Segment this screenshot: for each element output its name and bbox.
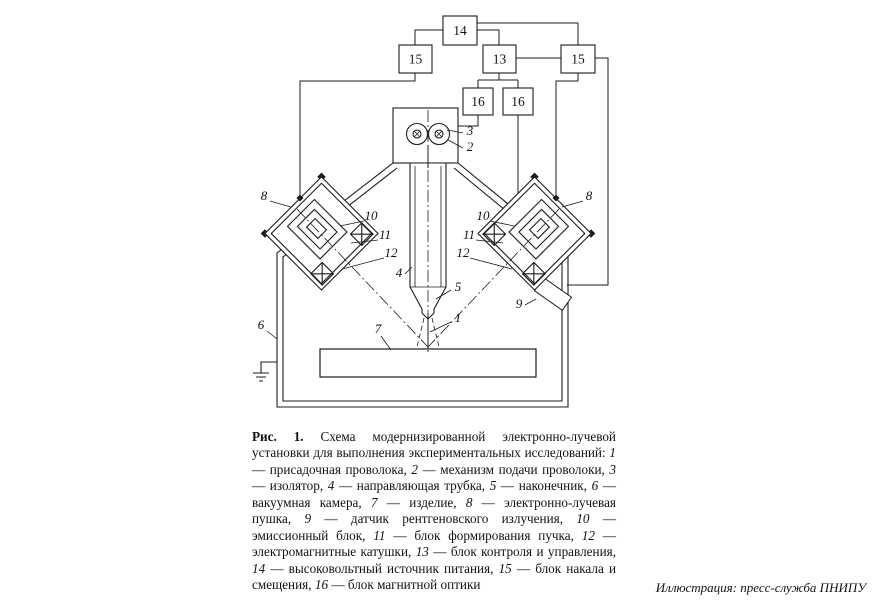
callout-12-left: 12 <box>384 245 398 260</box>
wire <box>415 30 443 45</box>
callout-10-left: 10 <box>364 208 378 223</box>
callout-5: 5 <box>454 279 462 294</box>
callout-12-right: 12 <box>456 245 470 260</box>
figure-caption-label: Рис. 1. <box>252 429 304 444</box>
box-label-15-right: 15 <box>571 51 585 67</box>
wire <box>478 73 518 88</box>
feed-roller <box>429 124 450 145</box>
callout-11-left: 11 <box>378 227 392 242</box>
callout-3: 3 <box>466 123 474 138</box>
electron-gun-right <box>476 173 596 293</box>
callout-7: 7 <box>374 321 382 336</box>
box-label-15-left: 15 <box>408 51 423 67</box>
callout-2: 2 <box>466 139 474 154</box>
callout-8-right: 8 <box>585 188 593 203</box>
workpiece <box>320 349 536 377</box>
control-box-numbers <box>409 23 585 109</box>
figure-caption <box>252 429 616 593</box>
electron-gun-left <box>261 173 381 293</box>
callout-4: 4 <box>395 265 403 280</box>
wire <box>477 30 499 45</box>
callout-10-right: 10 <box>476 208 490 223</box>
box-label-16-left: 16 <box>471 94 485 109</box>
callout-1: 1 <box>454 310 462 325</box>
wire <box>477 23 578 45</box>
callout-8-left: 8 <box>260 188 268 203</box>
wire-feed-mechanism <box>393 108 458 163</box>
feed-roller <box>407 124 428 145</box>
gun-casing <box>265 177 378 290</box>
wire <box>556 73 578 198</box>
box-label-13: 13 <box>492 51 507 67</box>
ground-symbol <box>253 362 277 381</box>
box-label-14: 14 <box>453 23 467 38</box>
callout-9: 9 <box>515 296 523 311</box>
callout-6: 6 <box>257 317 265 332</box>
image-credit: Иллюстрация: пресс-служба ПНИПУ <box>655 580 866 595</box>
callout-11-right: 11 <box>462 227 476 242</box>
figure-caption-text: Схема модернизированной электронно-лучевой установки для выполнения экспериментальных исследований: 1 — присадочная проволока, 2 — механизм подачи проволоки, 3 — изолятор, 4 — направляющая трубка, 5 — наконечник, 6 — вакуумная камера, 7 — изделие, 8 — электронно-лучевая пушка, 9 — датчик рентгеновского излучения, 10 — эмиссионный блок, 11 — блок формирования пучка, 12 — электромагнитные катушки, 13 — блок контроля и управления, 14 — высоковольтный источник питания, 15 — блок накала и смещения, 16 — блок магнитной оптики <box>252 429 617 592</box>
box-label-16-right: 16 <box>511 94 525 109</box>
